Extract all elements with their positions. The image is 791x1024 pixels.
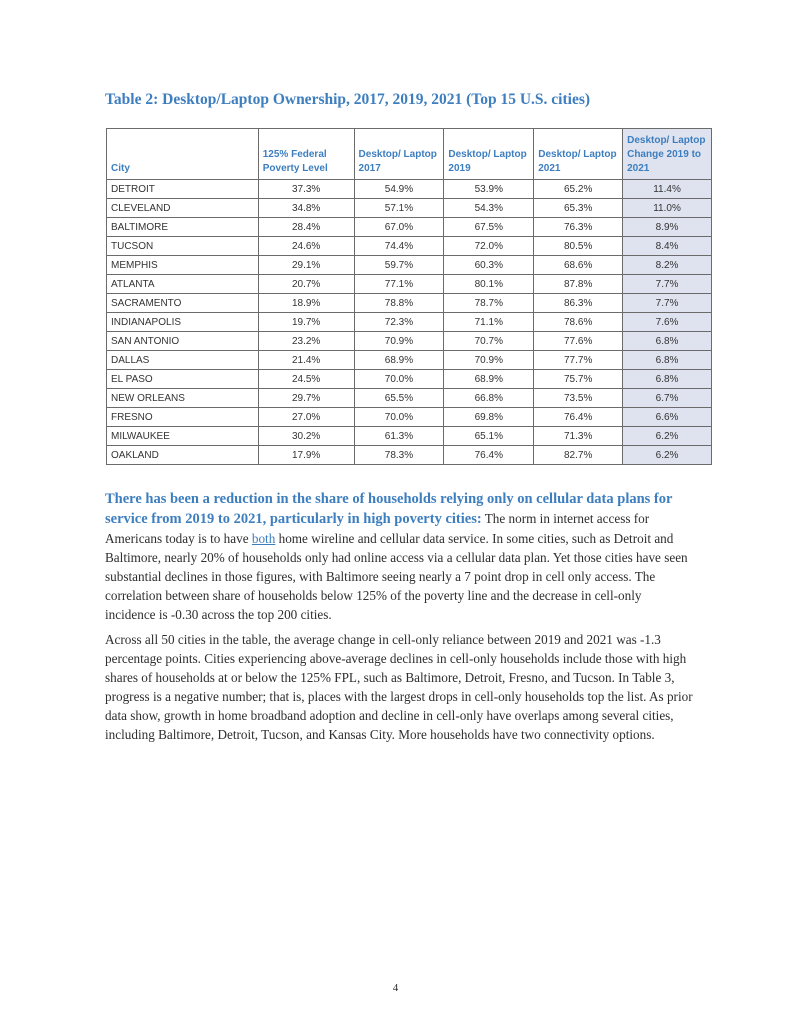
cell-poverty-level: 29.1% — [258, 256, 354, 275]
cell-change: 6.8% — [623, 370, 712, 389]
cell-poverty-level: 24.5% — [258, 370, 354, 389]
cell-change: 7.6% — [623, 313, 712, 332]
cell-city: SAN ANTONIO — [107, 332, 259, 351]
cell-change: 6.2% — [623, 446, 712, 465]
cell-laptop-2019: 80.1% — [444, 275, 534, 294]
table-row — [107, 446, 712, 465]
cell-change: 7.7% — [623, 294, 712, 313]
cell-change: 8.2% — [623, 256, 712, 275]
paragraph-text: home wireline and cellular data service. In some cities, such as Detroit and Baltimore, nearly 20% of households only had online access via a cellular data plan. Yet those cities have seen substantial declines in those figures, with Baltimore seeing nearly a 7 point drop in cell only access. The correlation between share of households below 125% of the poverty line and the decrease in cell-only incidence is -0.30 across the top 200 cities. — [105, 531, 688, 622]
cell-laptop-2021: 73.5% — [534, 389, 623, 408]
paragraph-cell-only — [105, 489, 695, 624]
table-row — [107, 180, 712, 199]
cell-city: SACRAMENTO — [107, 294, 259, 313]
cell-laptop-2019: 53.9% — [444, 180, 534, 199]
header-change: Desktop/ Laptop Change 2019 to 2021 — [623, 129, 712, 180]
cell-laptop-2019: 69.8% — [444, 408, 534, 427]
cell-city: DALLAS — [107, 351, 259, 370]
cell-city: ATLANTA — [107, 275, 259, 294]
cell-laptop-2019: 54.3% — [444, 199, 534, 218]
cell-laptop-2017: 68.9% — [354, 351, 444, 370]
cell-city: NEW ORLEANS — [107, 389, 259, 408]
cell-change: 6.8% — [623, 351, 712, 370]
cell-poverty-level: 28.4% — [258, 218, 354, 237]
cell-laptop-2021: 78.6% — [534, 313, 623, 332]
cell-city: MILWAUKEE — [107, 427, 259, 446]
header-laptop-2017: Desktop/ Laptop 2017 — [354, 129, 444, 180]
desktop-laptop-ownership-table — [106, 128, 712, 465]
cell-laptop-2017: 70.0% — [354, 370, 444, 389]
cell-laptop-2017: 78.3% — [354, 446, 444, 465]
header-laptop-2021: Desktop/ Laptop 2021 — [534, 129, 623, 180]
cell-laptop-2019: 60.3% — [444, 256, 534, 275]
cell-poverty-level: 30.2% — [258, 427, 354, 446]
cell-laptop-2021: 77.7% — [534, 351, 623, 370]
table-row — [107, 275, 712, 294]
cell-laptop-2019: 72.0% — [444, 237, 534, 256]
cell-poverty-level: 21.4% — [258, 351, 354, 370]
cell-laptop-2019: 66.8% — [444, 389, 534, 408]
cell-change: 6.8% — [623, 332, 712, 351]
paragraph-text: The norm in internet access for Americans today is to have — [105, 511, 650, 546]
cell-poverty-level: 29.7% — [258, 389, 354, 408]
cell-laptop-2017: 70.9% — [354, 332, 444, 351]
page-number: 4 — [392, 982, 399, 994]
cell-laptop-2021: 75.7% — [534, 370, 623, 389]
cell-laptop-2019: 76.4% — [444, 446, 534, 465]
cell-laptop-2019: 71.1% — [444, 313, 534, 332]
cell-laptop-2021: 86.3% — [534, 294, 623, 313]
cell-laptop-2021: 68.6% — [534, 256, 623, 275]
cell-poverty-level: 18.9% — [258, 294, 354, 313]
cell-laptop-2017: 61.3% — [354, 427, 444, 446]
cell-city: INDIANAPOLIS — [107, 313, 259, 332]
cell-laptop-2021: 71.3% — [534, 427, 623, 446]
cell-laptop-2017: 78.8% — [354, 294, 444, 313]
table-row — [107, 370, 712, 389]
cell-laptop-2021: 80.5% — [534, 237, 623, 256]
cell-laptop-2021: 65.3% — [534, 199, 623, 218]
cell-city: OAKLAND — [107, 446, 259, 465]
cell-laptop-2021: 76.3% — [534, 218, 623, 237]
cell-laptop-2017: 67.0% — [354, 218, 444, 237]
cell-change: 11.4% — [623, 180, 712, 199]
cell-laptop-2019: 70.9% — [444, 351, 534, 370]
cell-laptop-2019: 65.1% — [444, 427, 534, 446]
cell-poverty-level: 37.3% — [258, 180, 354, 199]
table-row — [107, 389, 712, 408]
cell-poverty-level: 24.6% — [258, 237, 354, 256]
cell-laptop-2017: 74.4% — [354, 237, 444, 256]
cell-change: 11.0% — [623, 199, 712, 218]
cell-poverty-level: 27.0% — [258, 408, 354, 427]
cell-change: 8.4% — [623, 237, 712, 256]
cell-laptop-2017: 70.0% — [354, 408, 444, 427]
cell-laptop-2021: 82.7% — [534, 446, 623, 465]
header-laptop-2019: Desktop/ Laptop 2019 — [444, 129, 534, 180]
cell-city: TUCSON — [107, 237, 259, 256]
cell-change: 8.9% — [623, 218, 712, 237]
table-title: Table 2: Desktop/Laptop Ownership, 2017, 2019, 2021 (Top 15 U.S. cities) — [105, 91, 591, 108]
table-body — [107, 180, 712, 465]
cell-city: CLEVELAND — [107, 199, 259, 218]
cell-city: EL PASO — [107, 370, 259, 389]
cell-poverty-level: 23.2% — [258, 332, 354, 351]
table-row — [107, 256, 712, 275]
table-row — [107, 351, 712, 370]
cell-city: MEMPHIS — [107, 256, 259, 275]
cell-change: 6.6% — [623, 408, 712, 427]
cell-laptop-2017: 77.1% — [354, 275, 444, 294]
table-row — [107, 427, 712, 446]
header-poverty-level: 125% Federal Poverty Level — [258, 129, 354, 180]
cell-change: 6.7% — [623, 389, 712, 408]
paragraph-average-change: Across all 50 cities in the table, the average change in cell-only reliance between 2019 and 2021 was -1.3 percentage points. Cities experiencing above-average declines in cell-only households include those with high shares of households at or below the 125% FPL, such as Baltimore, Detroit, Fresno, and Tucson. In Table 3, progress is a negative number; that is, places with the largest drops in cell-only households top the list. As prior data show, growth in home broadband adoption and decline in cell-only have overlaps among several cities, including Baltimore, Detroit, Tucson, and Kansas City. More households have two connectivity options. — [105, 632, 693, 742]
cell-laptop-2019: 67.5% — [444, 218, 534, 237]
cell-poverty-level: 19.7% — [258, 313, 354, 332]
paragraph-lead: There has been a reduction in the share of households relying only on cellular data plans for service from 2019 to 2021, particularly in high poverty cities: — [105, 491, 673, 527]
cell-laptop-2017: 59.7% — [354, 256, 444, 275]
cell-laptop-2017: 54.9% — [354, 180, 444, 199]
cell-city: DETROIT — [107, 180, 259, 199]
cell-city: FRESNO — [107, 408, 259, 427]
cell-laptop-2021: 65.2% — [534, 180, 623, 199]
table-row — [107, 218, 712, 237]
table-row — [107, 237, 712, 256]
cell-city: BALTIMORE — [107, 218, 259, 237]
cell-laptop-2019: 70.7% — [444, 332, 534, 351]
table-header-row — [107, 129, 712, 180]
cell-change: 7.7% — [623, 275, 712, 294]
table-row — [107, 294, 712, 313]
table-row — [107, 313, 712, 332]
cell-laptop-2021: 76.4% — [534, 408, 623, 427]
both-link[interactable]: both — [251, 531, 276, 546]
cell-poverty-level: 20.7% — [258, 275, 354, 294]
cell-change: 6.2% — [623, 427, 712, 446]
table-row — [107, 332, 712, 351]
cell-laptop-2017: 72.3% — [354, 313, 444, 332]
cell-laptop-2017: 57.1% — [354, 199, 444, 218]
cell-poverty-level: 17.9% — [258, 446, 354, 465]
cell-laptop-2019: 78.7% — [444, 294, 534, 313]
cell-laptop-2019: 68.9% — [444, 370, 534, 389]
table-row — [107, 199, 712, 218]
cell-laptop-2021: 87.8% — [534, 275, 623, 294]
table-row — [107, 408, 712, 427]
cell-poverty-level: 34.8% — [258, 199, 354, 218]
cell-laptop-2017: 65.5% — [354, 389, 444, 408]
header-city: City — [107, 129, 259, 180]
cell-laptop-2021: 77.6% — [534, 332, 623, 351]
